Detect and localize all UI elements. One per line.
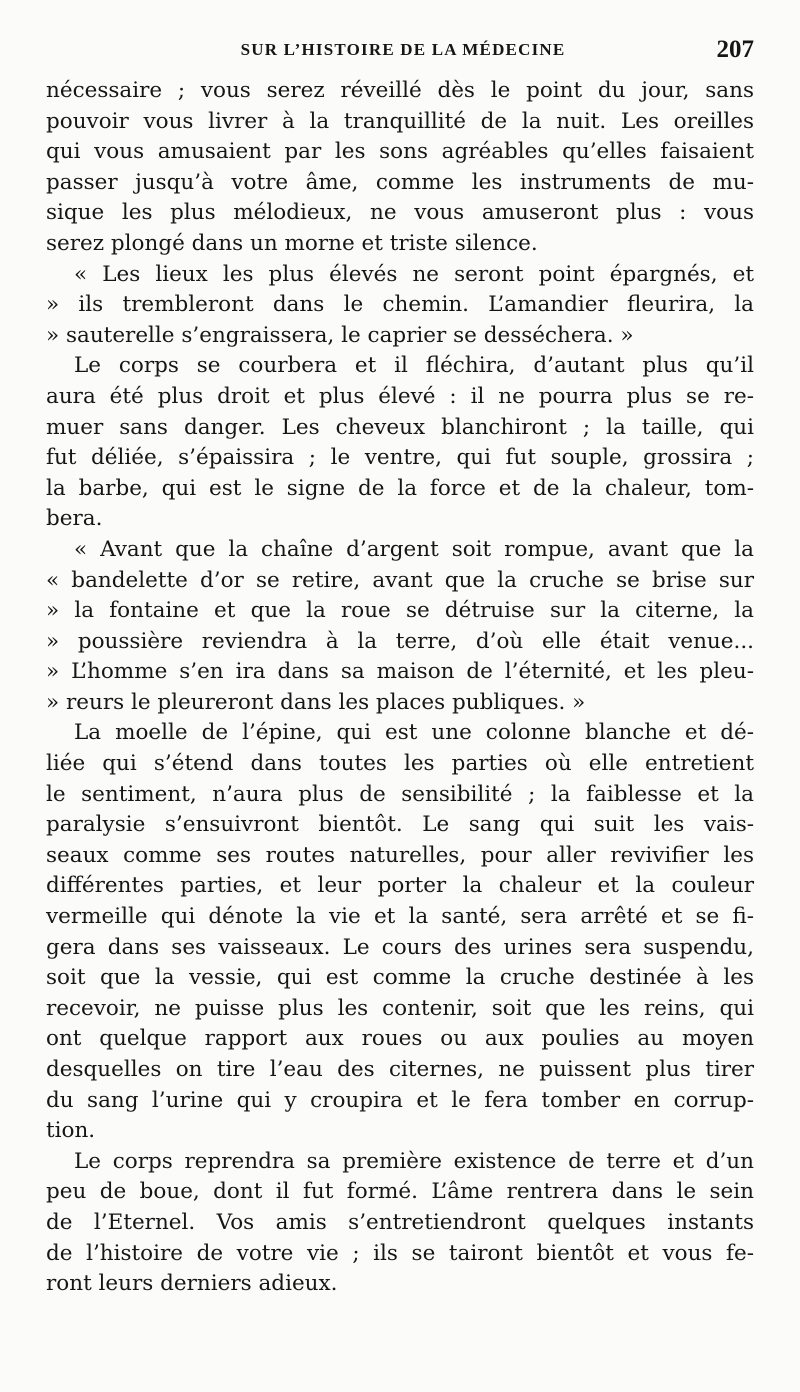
body-text: [46, 76, 754, 1300]
text-line: du sang l’urine qui y croupira et le fera tomber en corrup-: [46, 1087, 754, 1113]
text-line: muer sans danger. Les cheveux blanchiront ; la taille, qui: [46, 414, 754, 440]
text-line: » ils trembleront dans le chemin. L’amandier fleurira, la: [46, 292, 754, 318]
text-line: sique les plus mélodieux, ne vous amuseront plus : vous: [46, 200, 754, 226]
text-line: de l’Eternel. Vos amis s’entretiendront quelques instants: [46, 1209, 754, 1235]
text-line: » sauterelle s’engraissera, le caprier se desséchera. »: [46, 322, 634, 348]
text-line: la barbe, qui est le signe de la force et de la chaleur, tom-: [46, 475, 754, 501]
text-line: nécessaire ; vous serez réveillé dès le point du jour, sans: [46, 78, 754, 103]
text-line: recevoir, ne puisse plus les contenir, soit que les reins, qui: [46, 995, 754, 1021]
text-line: seaux comme ses routes naturelles, pour aller revivifier les: [46, 842, 754, 868]
text-line: « Avant que la chaîne d’argent soit rompue, avant que la: [74, 536, 754, 562]
text-line: » L’homme s’en ira dans sa maison de l’éternité, et les pleu-: [46, 659, 754, 685]
text-line: « bandelette d’or se retire, avant que la cruche se brise sur: [46, 567, 754, 593]
text-line: peu de boue, dont il fut formé. L’âme rentrera dans le sein: [46, 1179, 754, 1205]
text-line: paralysie s’ensuivront bientôt. Le sang qui suit les vais-: [46, 812, 754, 838]
text-line: liée qui s’étend dans toutes les parties où elle entretient: [46, 751, 754, 777]
text-line: vermeille qui dénote la vie et la santé, sera arrêté et se fi-: [46, 904, 754, 930]
text-line: le sentiment, n’aura plus de sensibilité ; la faiblesse et la: [46, 781, 754, 807]
text-line: serez plongé dans un morne et triste silence.: [46, 230, 538, 256]
text-line: ont quelque rapport aux roues ou aux poulies au moyen: [46, 1026, 754, 1052]
text-line: soit que la vessie, qui est comme la cruche destinée à les: [46, 965, 754, 991]
text-line: » reurs le pleureront dans les places publiques. »: [46, 689, 586, 715]
text-line: passer jusqu’à votre âme, comme les instruments de mu-: [46, 169, 754, 195]
text-line: » la fontaine et que la roue se détruise sur la citerne, la: [46, 598, 754, 624]
page-number: 207: [716, 36, 754, 63]
text-line: Le corps reprendra sa première existence de terre et d’un: [74, 1148, 754, 1174]
text-line: de l’histoire de votre vie ; ils se tairont bientôt et vous fe-: [46, 1240, 754, 1266]
text-line: » poussière reviendra à la terre, d’où elle était venue...: [46, 628, 754, 654]
text-line: bera.: [46, 506, 103, 532]
page-header: [48, 36, 758, 70]
text-line: gera dans ses vaisseaux. Le cours des urines sera suspendu,: [46, 934, 754, 960]
text-line: différentes parties, et leur porter la chaleur et la couleur: [46, 873, 754, 899]
text-line: La moelle de l’épine, qui est une colonne blanche et dé-: [74, 720, 754, 746]
text-line: « Les lieux les plus élevés ne seront point épargnés, et: [74, 261, 754, 287]
text-line: aura été plus droit et plus élevé : il ne pourra plus se re-: [46, 383, 754, 409]
text-line: tion.: [46, 1118, 96, 1144]
text-line: pouvoir vous livrer à la tranquillité de la nuit. Les oreilles: [46, 108, 754, 134]
text-line: desquelles on tire l’eau des citernes, ne puissent plus tirer: [46, 1057, 754, 1082]
running-title: SUR L’HISTOIRE DE LA MÉDECINE: [240, 40, 566, 59]
text-line: qui vous amusaient par les sons agréables qu’elles faisaient: [46, 139, 754, 165]
text-line: ront leurs derniers adieux.: [46, 1271, 338, 1297]
text-line: Le corps se courbera et il fléchira, d’autant plus qu’il: [74, 353, 754, 379]
text-line: fut déliée, s’épaissira ; le ventre, qui fut souple, grossira ;: [46, 445, 754, 471]
